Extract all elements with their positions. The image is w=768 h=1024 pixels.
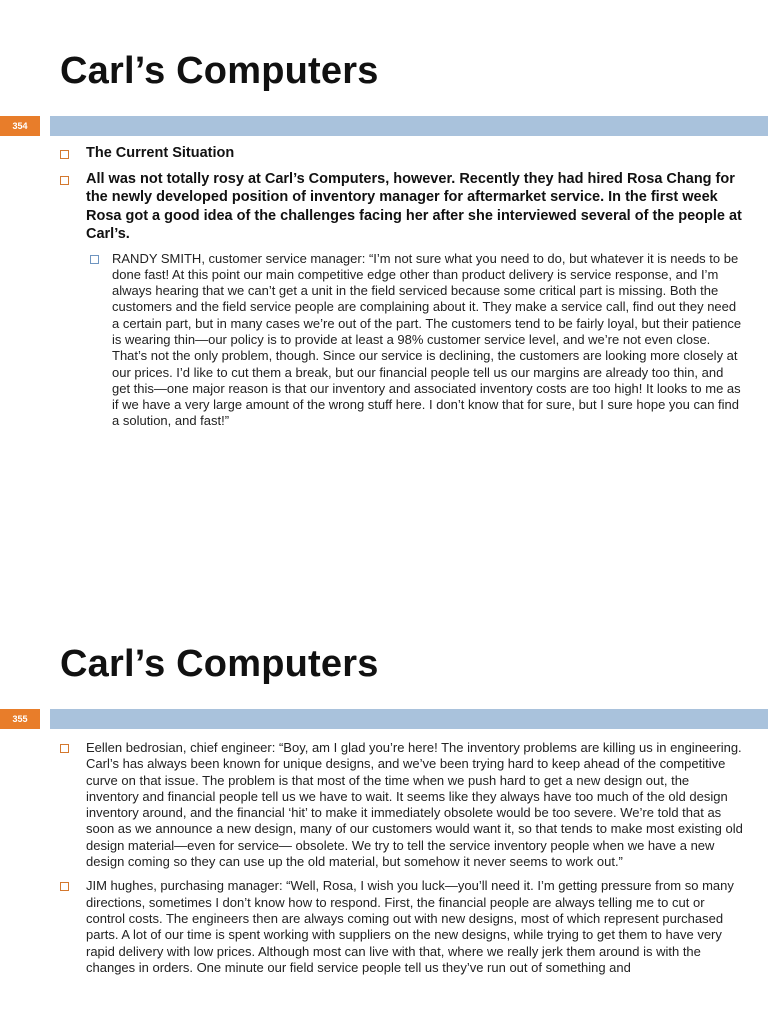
slide-number: 355 (0, 709, 40, 729)
slide-title: Carl’s Computers (60, 643, 379, 685)
bullet-eellen-bedrosian: Eellen bedrosian, chief engineer: “Boy, am I glad you’re here! The inventory problems are killing us in engineering. Carl’s has always been known for unique designs, and we’ve been trying hard to keep ahead of the competitive curve on that issue. The problem is that most of the time when we push hard to get a new design out, the inventory and financial people tell us we have to wait. It seems like they always have too much of the old design inventory around, and the financial ‘hit’ to make it immediately obsolete would be too severe. We’re told that as soon as we announce a new design, many of our customers would want it, so that tends to make most existing old design material—even for service— obsolete. We try to tell the service inventory people when we have a new design coming so they can use up the old material, but somehow it never seems to work out.” (60, 740, 744, 870)
slide-content (60, 144, 744, 430)
bullet-jim-hughes: JIM hughes, purchasing manager: “Well, Rosa, I wish you luck—you’ll need it. I’m getting pressure from so many directions, sometimes I don’t know how to respond. First, the financial people are always telling me to cut or control costs. The engineers then are always coming out with new designs, most of which represent purchased parts. A lot of our time is spent working with suppliers on the new designs, while trying to get them to have very rapid delivery with low prices. Although most can live with that, where we really jerk them around is with the changes in orders. One minute our field service people tell us they’ve run out of something and (60, 878, 744, 976)
slide-title: Carl’s Computers (60, 50, 379, 92)
square-bullet-icon (90, 255, 99, 264)
bullet-intro: All was not totally rosy at Carl’s Computers, however. Recently they had hired Rosa Chang for the newly developed position of inventory manager for aftermarket service. In the first week Rosa got a good idea of the challenges facing her after she interviewed several of the people at Carl’s. (60, 170, 744, 244)
bullet-current-situation: The Current Situation (60, 144, 744, 163)
slide-number: 354 (0, 116, 40, 136)
slide-number-bar (0, 116, 768, 136)
square-bullet-icon (60, 882, 69, 891)
header-band (50, 709, 768, 729)
header-band (50, 116, 768, 136)
slide-355 (0, 590, 768, 1024)
slide-content (60, 740, 744, 984)
square-bullet-icon (60, 176, 69, 185)
slide-number-bar (0, 709, 768, 729)
square-bullet-icon (60, 150, 69, 159)
square-bullet-icon (60, 744, 69, 753)
sub-bullet-randy-smith: RANDY SMITH, customer service manager: “I’m not sure what you need to do, but whatever it is needs to be done fast! At this point our main competitive edge other than product delivery is service response, and I’m always hearing that we can’t get a unit in the field serviced because some critical part is missing. Both the customers and the field service people are complaining about it. They make a service call, find out they need a certain part, but in many cases we’re out of the part. The customers tend to be fairly loyal, but their patience is wearing thin—our policy is to provide at least a 98% customer service level, and we’re not even close. That’s not the only problem, though. Since our service is declining, the customers are looking more closely at our prices. I’d like to cut them a break, but our financial people tell us our margins are already too thin, and get this—one major reason is that our inventory and associated inventory costs are too high! It looks to me as if we have a very large amount of the wrong stuff here. I don’t know that for sure, but I sure hope you can find a solution, and fast!” (90, 251, 744, 430)
